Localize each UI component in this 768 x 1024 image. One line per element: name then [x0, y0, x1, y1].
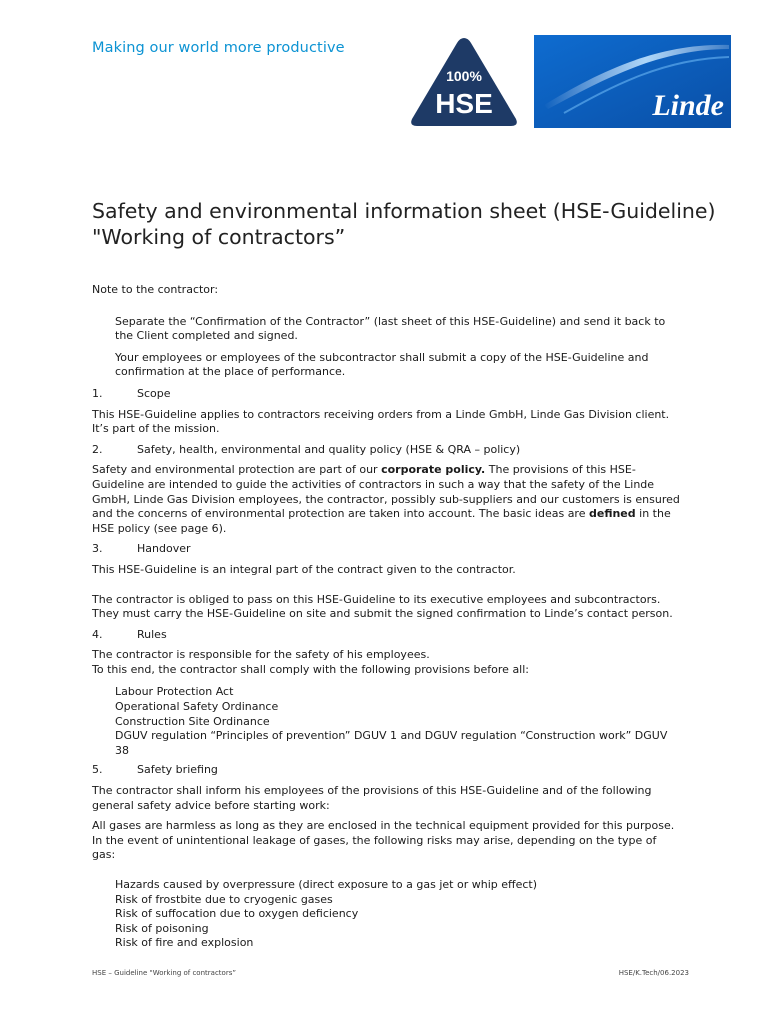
section-5-heading — [92, 763, 682, 778]
linde-brand-icon — [534, 35, 731, 128]
list-item: DGUV regulation “Principles of prevention” DGUV 1 and DGUV regulation “Construction work” DGUV 38 — [115, 729, 668, 757]
linde-logo — [534, 35, 731, 128]
risks-list — [115, 878, 682, 951]
section-title: Safety briefing — [137, 763, 218, 777]
section-5-paragraph-2: All gases are harmless as long as they are enclosed in the technical equipment provided for this purpose. In the event of unintentional leakage of gases, the following risks may arise, depending on the type of gas: — [92, 819, 675, 862]
title-line-1: Safety and environmental information sheet (HSE-Guideline) — [92, 199, 716, 223]
footer-document-name: HSE – Guideline "Working of contractors” — [92, 969, 236, 977]
badge-percent: 100% — [446, 68, 482, 84]
list-item: Labour Protection Act — [115, 685, 234, 699]
section-number: 4. — [92, 627, 103, 641]
note-paragraph-1: Separate the “Confirmation of the Contractor” (last sheet of this HSE-Guideline) and send it back to the Client completed and signed. — [115, 314, 666, 343]
section-2-heading — [92, 443, 682, 458]
text-run: in the HSE policy (see page 6). — [92, 507, 671, 535]
note-label: Note to the contractor: — [92, 283, 219, 296]
linde-wordmark: Linde — [652, 89, 724, 122]
note-paragraph-2: Your employees or employees of the subcontractor shall submit a copy of the HSE-Guideline and confirmation at the place of performance. — [115, 350, 649, 379]
section-title: Safety, health, environmental and quality policy (HSE & QRA – policy) — [137, 442, 521, 456]
document-body — [92, 283, 682, 956]
text-run: Safety and environmental protection are part of our — [92, 463, 382, 477]
text-run-bold: defined — [588, 507, 636, 521]
section-2-paragraph — [92, 463, 682, 536]
section-4-paragraph-1: The contractor is responsible for the safety of his employees. — [92, 648, 430, 662]
badge-text: HSE — [435, 88, 493, 119]
section-3-paragraph-2: The contractor is obliged to pass on this HSE-Guideline to its executive employees and subcontractors. They must carry the HSE-Guideline on site and submit the signed confirmation to Linde’s contact person. — [92, 592, 673, 621]
footer-document-code: HSE/K.Tech/06.2023 — [618, 969, 689, 977]
section-title: Handover — [137, 542, 191, 556]
list-item: Risk of suffocation due to oxygen deficiency — [115, 907, 359, 921]
list-item: Operational Safety Ordinance — [115, 700, 279, 714]
section-title: Rules — [137, 627, 167, 641]
hse-badge-logo — [408, 35, 520, 128]
section-1-paragraph: This HSE-Guideline applies to contractors receiving orders from a Linde GmbH, Linde Gas Division client. It’s part of the mission. — [92, 407, 670, 436]
text-run-bold: corporate policy. — [381, 463, 486, 477]
hse-triangle-icon — [408, 35, 520, 128]
section-title: Scope — [137, 386, 171, 400]
section-3-paragraph-1: This HSE-Guideline is an integral part of the contract given to the contractor. — [92, 562, 516, 576]
title-line-2: "Working of contractors” — [92, 225, 346, 249]
section-number: 1. — [92, 386, 103, 400]
tagline: Making our world more productive — [92, 40, 345, 56]
section-number: 5. — [92, 763, 103, 777]
document-title — [92, 198, 716, 250]
section-number: 3. — [92, 542, 103, 556]
section-5-paragraph-1: The contractor shall inform his employees of the provisions of this HSE-Guideline and of the following general safety advice before starting work: — [92, 784, 652, 812]
rules-list — [115, 685, 682, 758]
text-run: The provisions of this HSE-Guideline are intended to guide the activities of contractors in such a way that the safety of the Linde GmbH, Linde Gas Division employees, the contractor, possibly sub-suppliers and our customers is ensured and the concerns of environmental protection are taken into account. The basic ideas are — [92, 463, 680, 521]
list-item: Hazards caused by overpressure (direct exposure to a gas jet or whip effect) — [115, 878, 537, 891]
list-item: Risk of frostbite due to cryogenic gases — [115, 892, 333, 906]
section-4-heading — [92, 628, 682, 643]
section-number: 2. — [92, 442, 103, 456]
list-item: Risk of fire and explosion — [115, 936, 254, 950]
list-item: Construction Site Ordinance — [115, 714, 270, 728]
list-item: Risk of poisoning — [115, 921, 209, 935]
section-4-paragraph-2: To this end, the contractor shall comply with the following provisions before all: — [92, 662, 529, 676]
section-3-heading — [92, 542, 682, 557]
section-1-heading — [92, 387, 682, 402]
